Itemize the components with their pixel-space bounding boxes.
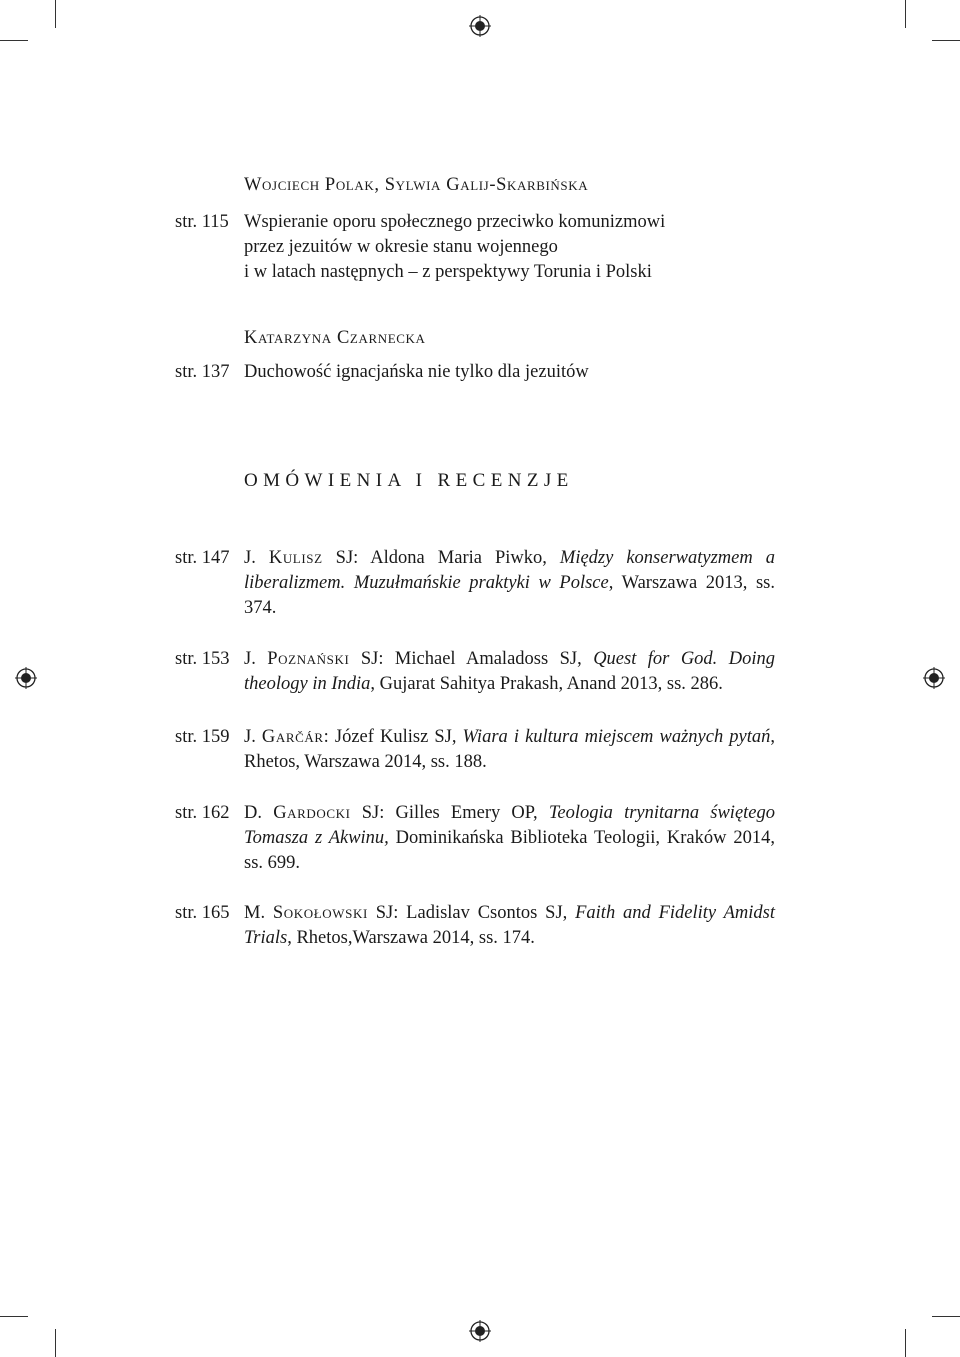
crop-mark — [55, 1329, 56, 1357]
title-line: przez jezuitów w okresie stanu wojennego — [244, 237, 558, 257]
publication-details: Dominikańska Biblioteka Teologii, Kraków 2014, ss. 699. — [244, 828, 775, 873]
section-heading: OMÓWIENIA I RECENZJE — [244, 470, 574, 491]
registration-mark-icon — [469, 1320, 491, 1342]
reviewed-author: SJ: Gilles Emery OP, — [350, 803, 549, 823]
article-author: Katarzyna Czarnecka — [244, 328, 426, 348]
reviewer-initial: J. — [244, 548, 256, 568]
registration-mark-icon — [923, 667, 945, 689]
reviewer-name: Kulisz — [268, 548, 323, 568]
crop-mark — [905, 1329, 906, 1357]
reviewer-name: Poznański — [267, 649, 350, 669]
article-title — [244, 210, 775, 285]
reviewer-initial: J. — [244, 649, 256, 669]
crop-mark — [55, 0, 56, 28]
reviewer-initial: D. — [244, 803, 262, 823]
reviewer-name: Sokołowski — [272, 903, 368, 923]
publication-details: , Warszawa 2013, ss. 374. — [244, 573, 775, 618]
page-number: str. 115 — [175, 212, 229, 232]
crop-mark — [0, 40, 28, 41]
title-line: i w latach następnych – z perspektywy Torunia i Polski — [244, 262, 652, 282]
reviewed-author: SJ: Ladislav Csontos SJ, — [367, 903, 576, 923]
page-number: str. 153 — [175, 649, 230, 669]
review-text — [244, 801, 775, 876]
page-number: str. 162 — [175, 803, 230, 823]
book-title: Faith and Fidelity Amidst Trials — [244, 903, 776, 948]
reviewer-name: Gardocki — [273, 803, 351, 823]
publication-details: , Rhetos,Warszawa 2014, ss. 174. — [287, 928, 535, 948]
review-text — [244, 546, 775, 621]
reviewed-author: : Józef Kulisz SJ, — [323, 727, 463, 747]
reviewed-author: SJ: Aldona Maria Piwko, — [322, 548, 560, 568]
page-number: str. 147 — [175, 548, 230, 568]
article-author: Wojciech Polak, Sylwia Galij-Skarbińska — [244, 175, 589, 195]
article-title — [244, 360, 775, 385]
page-number: str. 137 — [175, 362, 230, 382]
page-number: str. 165 — [175, 903, 230, 923]
publication-details: , Gujarat Sahitya Prakash, Anand 2013, ss. 286. — [370, 674, 723, 694]
reviewer-initial: J. — [244, 727, 256, 747]
book-title: Teologia trynitarna świętego Tomasza z Akwinu, — [244, 803, 776, 848]
page-number: str. 159 — [175, 727, 230, 747]
title-line: Duchowość ignacjańska nie tylko dla jezuitów — [244, 362, 589, 382]
review-text — [244, 725, 775, 775]
book-title: Między konserwatyzmem a liberalizmem. Muzułmańskie praktyki w Polsce — [244, 548, 776, 593]
crop-mark — [932, 40, 960, 41]
title-line: Wspieranie oporu społecznego przeciwko komunizmowi — [244, 212, 666, 232]
registration-mark-icon — [15, 667, 37, 689]
reviewed-author: SJ: Michael Amaladoss SJ, — [349, 649, 594, 669]
publication-details: , Rhetos, Warszawa 2014, ss. 188. — [244, 727, 775, 772]
registration-mark-icon — [469, 15, 491, 37]
book-title: Quest for God. Doing theology in India — [244, 649, 776, 694]
review-text — [244, 901, 775, 951]
reviewer-initial: M. — [244, 903, 266, 923]
crop-mark — [932, 1316, 960, 1317]
reviewer-name: Garčár — [261, 727, 324, 747]
crop-mark — [0, 1316, 28, 1317]
book-title: Wiara i kultura miejscem ważnych pytań — [462, 727, 771, 747]
crop-mark — [905, 0, 906, 28]
review-text — [244, 647, 775, 697]
